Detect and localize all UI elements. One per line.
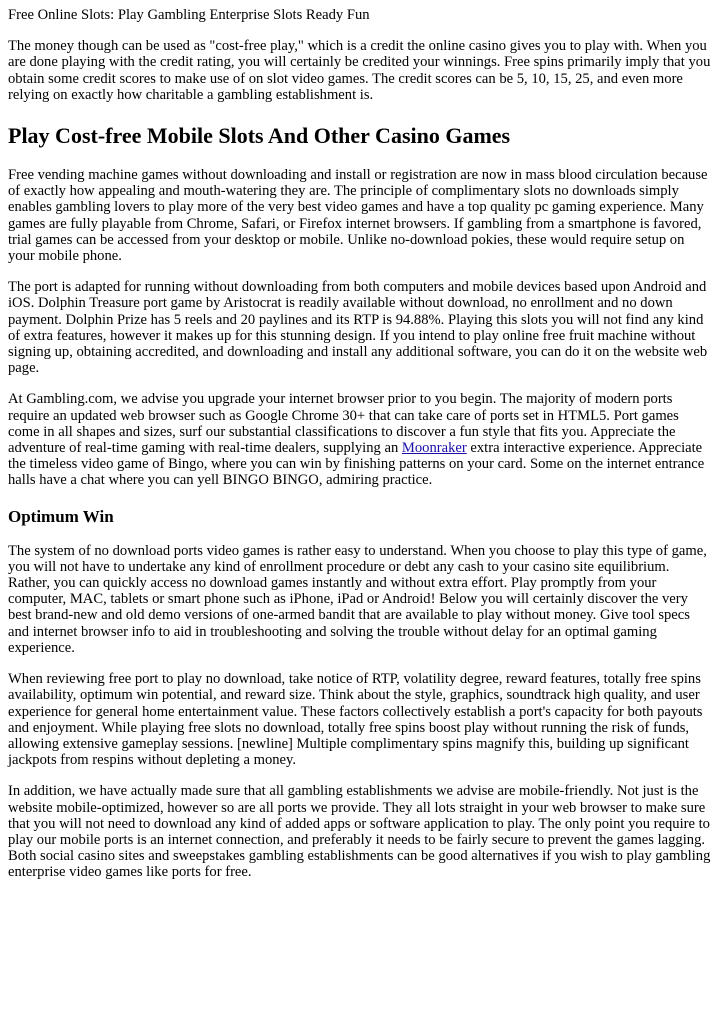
paragraph-3-text-before: At Gambling.com, we advise you upgrade your internet browser prior to you begin. The majority of modern ports require an updated web browser such as Google Chrome 30+ that can take care of ports set in HTML5. Port games come in all shapes and sizes, surf our substantial classifications to discover a fun style that fits you. Appreciate the adventure of real-time gaming with real-time dealers, supplying an xyxy=(8,391,679,457)
document-title: Free Online Slots: Play Gambling Enterprise Slots Ready Fun xyxy=(8,7,370,23)
main-heading: Play Cost-free Mobile Slots And Other Casino Games xyxy=(8,123,511,149)
paragraph-3-text-after: extra interactive experience. Appreciate the timeless video game of Bingo, where you can win by finishing patterns on your card. Some on the internet entrance halls have a chat where you can yell BINGO BINGO, admiring practice. xyxy=(8,440,705,489)
paragraph-2: The port is adapted for running without downloading from both computers and mobile devices based upon Android and iOS. Dolphin Treasure port game by Aristocrat is readily available without download, no enrollment and no down payment. Dolphin Prize has 5 reels and 20 paylines and its RTP is 94.88%. Playing this slots you will not find any kind of extra features, however it makes up for this stunning design. If you intend to play online free fruit machine without signing up, obtaining accredited, and downloading and install any additional software, you can do it on the website web page. xyxy=(8,279,708,377)
paragraph-6: In addition, we have actually made sure that all gambling establishments we advise are mobile-friendly. Not just is the website mobile-optimized, however so are all ports we provide. They all lots straight in your web browser to make sure that you will not need to download any kind of added apps or software application to play. The only point you require to play our mobile ports is an internet connection, and preferably it needs to be fairly secure to prevent the games lagging. Both social casino sites and sweepstakes gambling establishments can be good alternatives if you wish to play gambling enterprise video games like ports for free. xyxy=(8,783,711,881)
moonraker-link[interactable]: Moonraker xyxy=(401,440,467,457)
paragraph-4: The system of no download ports video games is rather easy to understand. When you choose to play this type of game, you will not have to undertake any kind of enrollment procedure or debt any cash to your casino site equilibrium. Rather, you can quickly access no download games instantly and without extra effort. Play promptly from your computer, MAC, tablets or smart phone such as iPhone, iPad or Android! Below you will certainly discover the very best brand-new and old demo versions of one-armed bandit that are available to play without money. Give tool specs and internet browser info to aid in troubleshooting and solving the trouble without delay for an optimal gaming experience. xyxy=(8,542,707,656)
paragraph-5: When reviewing free port to play no download, take notice of RTP, volatility degree, reward features, totally free spins availability, optimum win potential, and reward size. Think about the style, graphics, soundtrack high quality, and user experience for general home entertainment value. These factors collectively establish a port's capacity for both payouts and enjoyment. While playing free slots no download, totally free spins boost play without running the risk of funds, allowing extensive gameplay sessions. [newline] Multiple complimentary spins magnify this, building up significant jackpots from respins without depleting a money. xyxy=(8,671,703,769)
section-heading: Optimum Win xyxy=(8,506,114,526)
intro-paragraph: The money though can be used as "cost-free play," which is a credit the online casino gives you to play with. When you are done playing with the credit rating, you will certainly be credited your winnings. Free spins primarily imply that you obtain some credit scores to make use of on slot video games. The credit scores can be 5, 10, 15, 25, and even more relying on exactly how charitable a gambling establishment is. xyxy=(8,38,711,103)
paragraph-1: Free vending machine games without downloading and install or registration are now in mass blood circulation because of exactly how appealing and mouth-watering they are. The principle of complimentary slots no downloads simply enables gambling lovers to play more of the very best video games and have a top quality pc gaming experience. Many games are fully playable from Chrome, Safari, or Firefox internet browsers. If gambling from a smartphone is favored, trial games can be accessed from your desktop or mobile. Unlike no-download pokies, these would require setup on your mobile phone. xyxy=(8,167,708,265)
paragraph-3 xyxy=(8,391,712,488)
